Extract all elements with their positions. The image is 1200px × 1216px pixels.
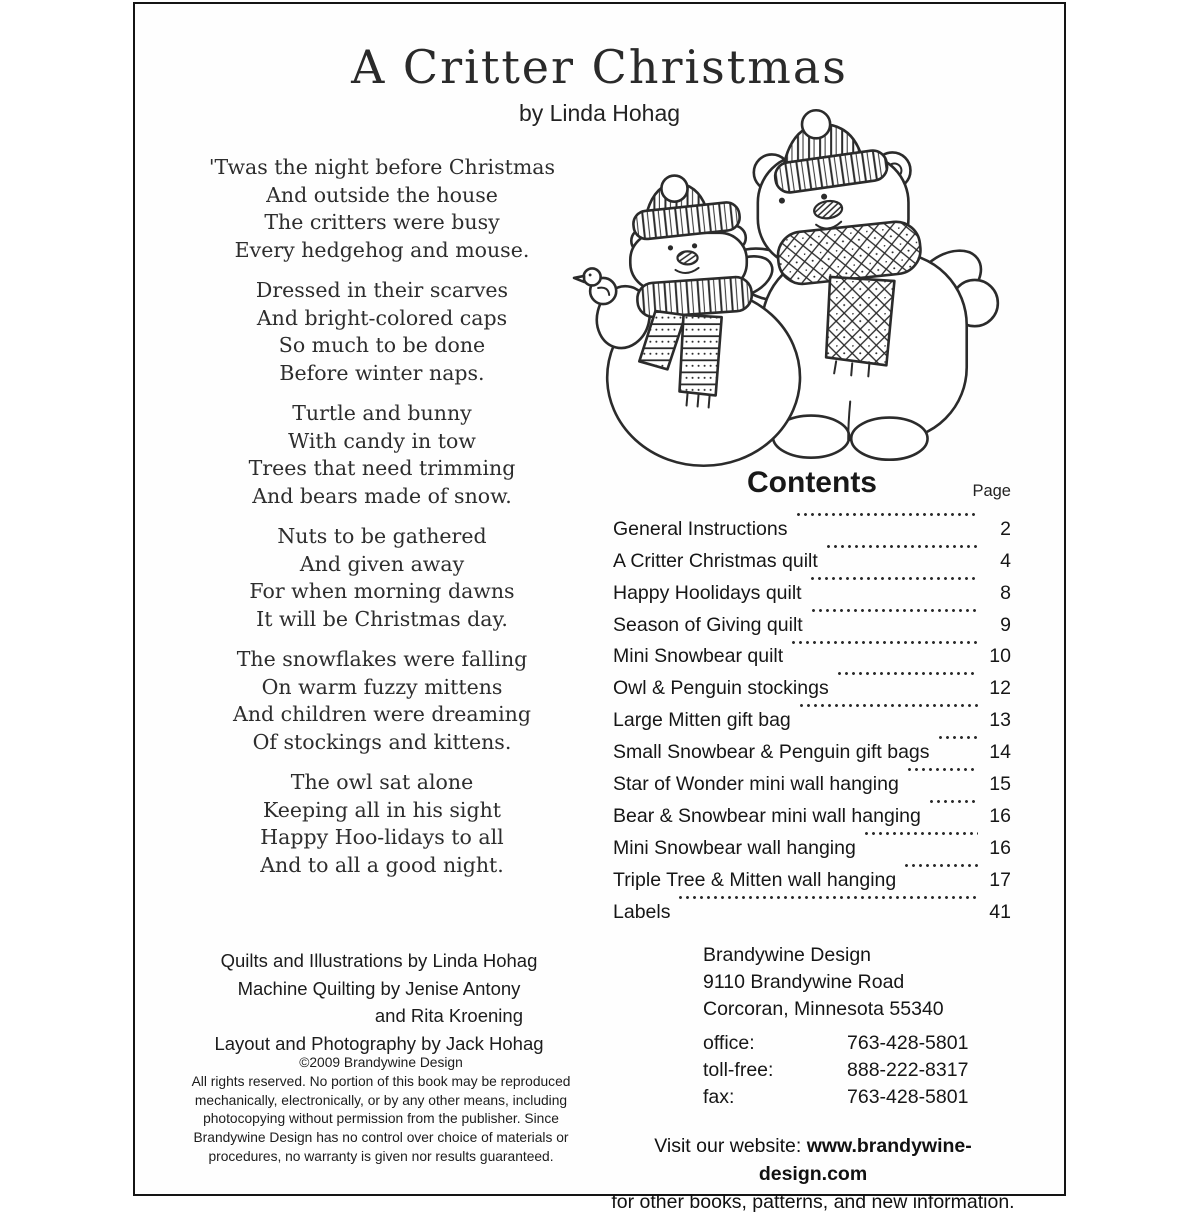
toc-entry-page: 2 bbox=[1000, 517, 1011, 540]
poem-line: So much to be done bbox=[278, 333, 486, 357]
toc-leader-dots bbox=[863, 831, 978, 863]
poem-line: Of stockings and kittens. bbox=[252, 729, 512, 754]
copyright-line: procedures, no warranty is given nor results guaranteed. bbox=[208, 1148, 554, 1164]
copyright-block bbox=[171, 1054, 591, 1167]
poem-stanza bbox=[187, 646, 577, 756]
phone-number: 888-222-8317 bbox=[847, 1059, 969, 1081]
poem-stanza bbox=[187, 769, 577, 879]
phone-row bbox=[703, 1030, 1007, 1057]
page-title: A Critter Christmas bbox=[351, 40, 848, 94]
toc-entry bbox=[613, 544, 1011, 576]
poem-line: Trees that need trimming bbox=[248, 456, 516, 480]
website-block bbox=[605, 1132, 1021, 1216]
toc-entry-page: 16 bbox=[989, 836, 1011, 859]
toc-entry-title: Labels bbox=[613, 900, 671, 923]
poem-line: Nuts to be gathered bbox=[277, 524, 487, 548]
website-line bbox=[605, 1132, 1021, 1188]
toc-entry bbox=[613, 608, 1011, 640]
poem-line: On warm fuzzy mittens bbox=[261, 674, 503, 699]
poem-line: 'Twas the night before Christmas bbox=[208, 155, 556, 179]
credits-block bbox=[175, 947, 583, 1057]
poem-line: Every hedgehog and mouse. bbox=[234, 237, 530, 262]
toc-list bbox=[613, 512, 1011, 927]
toc-entry-page: 14 bbox=[989, 741, 1011, 764]
copyright-line: ©2009 Brandywine Design bbox=[299, 1055, 463, 1070]
publisher-address-line: Corcoran, Minnesota 55340 bbox=[703, 998, 944, 1020]
publisher-name: Brandywine Design bbox=[703, 944, 872, 966]
credits-line: and Rita Kroening bbox=[374, 1005, 523, 1026]
copyright-line: Brandywine Design has no control over choice of materials or bbox=[193, 1130, 569, 1146]
toc-entry-title: Owl & Penguin stockings bbox=[613, 677, 829, 700]
contents-heading: Contents bbox=[747, 466, 877, 499]
toc-entry-title: Mini Snowbear quilt bbox=[613, 645, 784, 668]
poem bbox=[187, 154, 577, 892]
website-prefix: Visit our website: bbox=[654, 1135, 807, 1157]
toc-entry-title: Star of Wonder mini wall hanging bbox=[613, 773, 899, 796]
poem-line: And outside the house bbox=[266, 182, 498, 207]
toc-entry-page: 10 bbox=[989, 645, 1011, 668]
toc-leader-dots bbox=[810, 608, 978, 640]
toc-entry-page: 15 bbox=[989, 773, 1011, 796]
toc-entry bbox=[613, 640, 1011, 672]
toc-entry-title: Season of Giving quilt bbox=[613, 613, 803, 636]
poem-line: Dressed in their scarves bbox=[255, 278, 509, 302]
toc-leader-dots bbox=[937, 735, 978, 767]
credits-line: Machine Quilting by Jenise Antony bbox=[237, 977, 521, 999]
toc-leader-dots bbox=[809, 576, 978, 608]
toc-entry bbox=[613, 767, 1011, 799]
toc-entry-page: 9 bbox=[1000, 613, 1011, 636]
toc-entry-page: 17 bbox=[989, 868, 1011, 891]
phone-number: 763-428-5801 bbox=[847, 1086, 969, 1108]
phone-label: office: bbox=[703, 1032, 755, 1054]
phone-row bbox=[703, 1084, 1007, 1111]
snowbear-and-bear-illustration bbox=[563, 104, 1035, 472]
bird-icon bbox=[574, 268, 616, 304]
toc-leader-dots bbox=[928, 799, 978, 831]
toc-entry-page: 4 bbox=[1000, 549, 1011, 572]
credits-line: Layout and Photography by Jack Hohag bbox=[214, 1032, 544, 1054]
toc-entry-title: General Instructions bbox=[613, 517, 788, 540]
poem-stanza bbox=[187, 277, 577, 387]
toc-entry-page: 41 bbox=[989, 900, 1011, 923]
toc-entry-page: 12 bbox=[989, 677, 1011, 700]
poem-line: Turtle and bunny bbox=[292, 401, 472, 425]
toc-entry-page: 16 bbox=[989, 804, 1011, 827]
copyright-line: mechanically, electronically, or by any other means, including bbox=[194, 1092, 568, 1108]
toc-entry bbox=[613, 735, 1011, 767]
toc-entry bbox=[613, 863, 1011, 895]
toc-entry bbox=[613, 576, 1011, 608]
poem-line: Happy Hoo-lidays to all bbox=[260, 825, 504, 849]
phone-label: fax: bbox=[703, 1086, 735, 1108]
toc-entry-title: Bear & Snowbear mini wall hanging bbox=[613, 804, 921, 827]
contents-section bbox=[613, 466, 1011, 927]
phone-label: toll-free: bbox=[703, 1059, 774, 1081]
poem-line: And children were dreaming bbox=[233, 702, 531, 726]
toc-entry bbox=[613, 831, 1011, 863]
toc-leader-dots bbox=[790, 640, 978, 672]
website-url: www.brandywine-design.com bbox=[758, 1135, 972, 1185]
toc-entry bbox=[613, 671, 1011, 703]
toc-entry-title: Happy Hoolidays quilt bbox=[613, 581, 802, 604]
toc-entry-title: Mini Snowbear wall hanging bbox=[613, 836, 856, 859]
toc-leader-dots bbox=[906, 767, 978, 799]
toc-entry-page: 13 bbox=[989, 709, 1011, 732]
toc-entry-title: Large Mitten gift bag bbox=[613, 709, 791, 732]
poem-stanza bbox=[187, 523, 577, 633]
toc-leader-dots bbox=[903, 863, 978, 895]
poem-line: And bright-colored caps bbox=[256, 305, 508, 330]
toc-leader-dots bbox=[798, 703, 978, 735]
phone-number: 763-428-5801 bbox=[847, 1032, 969, 1054]
publisher-block bbox=[703, 942, 1007, 1111]
website-line: for other books, patterns, and new information. bbox=[611, 1191, 1015, 1213]
poem-line: The snowflakes were falling bbox=[236, 647, 528, 671]
page-frame bbox=[133, 2, 1066, 1213]
poem-line: And given away bbox=[299, 551, 465, 576]
page-column-label: Page bbox=[972, 482, 1011, 500]
toc-entry-page: 8 bbox=[1000, 581, 1011, 604]
poem-line: And bears made of snow. bbox=[252, 483, 512, 508]
toc-leader-dots bbox=[836, 671, 978, 703]
poem-line: Keeping all in his sight bbox=[262, 797, 502, 822]
poem-line: For when morning dawns bbox=[249, 579, 515, 603]
publisher-address-line: 9110 Brandywine Road bbox=[703, 971, 905, 993]
credits-line: Quilts and Illustrations by Linda Hohag bbox=[220, 950, 538, 971]
poem-line: The critters were busy bbox=[264, 210, 500, 234]
poem-line: With candy in tow bbox=[288, 428, 476, 453]
toc-entry-title: A Critter Christmas quilt bbox=[613, 549, 818, 572]
toc-entry-title: Small Snowbear & Penguin gift bags bbox=[613, 741, 930, 764]
byline: by Linda Hohag bbox=[518, 100, 681, 126]
copyright-line: photocopying without permission from the publisher. Since bbox=[203, 1111, 559, 1127]
phone-list bbox=[703, 1030, 1007, 1111]
poem-line: Before winter naps. bbox=[279, 360, 485, 385]
poem-stanza bbox=[187, 154, 577, 264]
poem-stanza bbox=[187, 400, 577, 510]
toc-leader-dots bbox=[825, 544, 978, 576]
toc-entry bbox=[613, 895, 1011, 927]
poem-line: It will be Christmas day. bbox=[256, 606, 508, 631]
toc-entry bbox=[613, 512, 1011, 544]
toc-entry bbox=[613, 703, 1011, 735]
toc-leader-dots bbox=[795, 512, 978, 544]
toc-entry bbox=[613, 799, 1011, 831]
phone-row bbox=[703, 1057, 1007, 1084]
toc-entry-title: Triple Tree & Mitten wall hanging bbox=[613, 868, 897, 891]
poem-line: And to all a good night. bbox=[260, 852, 504, 877]
contents-header bbox=[613, 466, 1011, 504]
copyright-line: All rights reserved. No portion of this book may be reproduced bbox=[191, 1073, 571, 1089]
poem-line: The owl sat alone bbox=[290, 770, 474, 794]
toc-leader-dots bbox=[677, 895, 978, 927]
